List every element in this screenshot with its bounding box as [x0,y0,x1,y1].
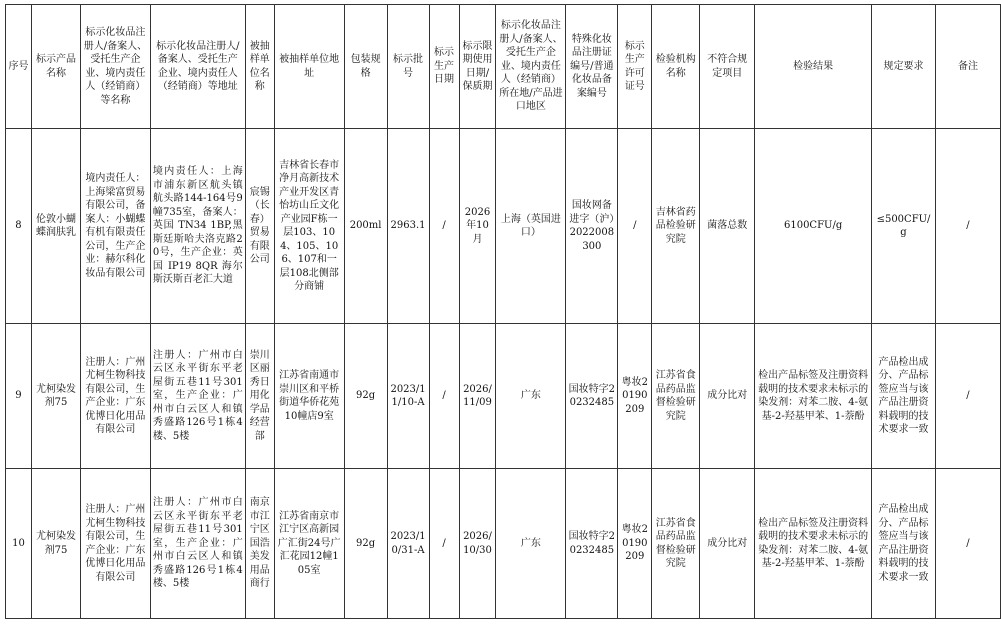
col-header-failed-item: 不符合规定项目 [700,5,755,129]
cell-region: 广东 [496,324,566,469]
cell-remark: / [935,469,1000,619]
cell-company: 注册人：广州尤柯生物科技有限公司，生产企业：广东优博日化用品有限公司 [80,324,150,469]
cell-product: 尤柯染发剂75 [31,324,80,469]
cell-production-date: / [429,469,459,619]
col-header-license-no: 标示生产许可证号 [618,5,652,129]
cell-sampled-unit: 南京市江宁区国浩美发用品商行 [245,469,274,619]
cell-expiry: 2026/11/09 [459,324,496,469]
cell-result: 6100CFU/g [755,129,872,324]
cell-address: 注册人：广州市白云区永平街东平老屋街五巷11号301室，生产企业：广州市白云区人和镇秀盛路126号1栋4楼、5楼 [150,469,245,619]
cell-region: 广东 [496,469,566,619]
col-header-batch: 标示批号 [387,5,429,129]
table-row [6,324,1001,469]
col-header-lab: 检验机构名称 [652,5,700,129]
cell-result: 检出产品标签及注册资料载明的技术要求未标示的染发剂：对苯二胺、4-氨基-2-羟基甲苯、1-萘酚 [755,324,872,469]
cell-package: 200ml [344,129,387,324]
cell-sampled-unit: 宸锡（长春）贸易有限公司 [245,129,274,324]
cell-address: 注册人：广州市白云区永平街东平老屋街五巷11号301室，生产企业：广州市白云区人和镇秀盛路126号1栋4楼、5楼 [150,324,245,469]
cell-lab: 吉林省药品检验研究院 [652,129,700,324]
cell-production-date: / [429,324,459,469]
cell-address: 境内责任人：上海市浦东新区航头镇航头路144-164号9幢735室，备案人：英国 TN34 1BP,黑斯廷斯哈夫洛克路20号，生产企业：英国 IP19 8QR 海尔斯沃斯百老汇大道 [150,129,245,324]
cell-no: 9 [6,324,32,469]
cell-sampled-unit: 崇川区丽秀日用化学品经营部 [245,324,274,469]
cell-expiry: 2026年10月 [459,129,496,324]
table-row [6,129,1001,324]
cell-remark: / [935,324,1000,469]
cell-registration-no: 国妆网备进字（沪）2022008300 [566,129,618,324]
cell-production-date: / [429,129,459,324]
table-row [6,469,1001,619]
col-header-sampled-unit: 被抽样单位名称 [245,5,274,129]
cell-batch: 2963.1 [387,129,429,324]
cell-package: 92g [344,324,387,469]
cell-lab: 江苏省食品药品监督检验研究院 [652,469,700,619]
col-header-expiry: 标示限期使用日期/保质期 [459,5,496,129]
cell-lab: 江苏省食品药品监督检验研究院 [652,324,700,469]
col-header-company-names: 标示化妆品注册人/备案人、受托生产企业、境内责任人（经销商）等名称 [80,5,150,129]
col-header-product-name: 标示产品名称 [31,5,80,129]
cell-registration-no: 国妆特字20232485 [566,324,618,469]
cell-requirement: ≤500CFU/g [872,129,936,324]
col-header-region: 标示化妆品注册人/备案人、受托生产企业、境内责任人（经销商）所在地/产品进口地区 [496,5,566,129]
cell-license-no: 粤妆20190209 [618,469,652,619]
cell-sampled-address: 江苏省南京市江宁区高新园广汇街24号广汇花园12幢105室 [274,469,344,619]
cell-company: 境内责任人：上海梁富贸易有限公司，备案人：小蝴蝶有机有限责任公司，生产企业：赫尔科化妆品有限公司 [80,129,150,324]
cell-license-no: / [618,129,652,324]
header-row [6,5,1001,129]
cell-batch: 2023/10/31-A [387,469,429,619]
cell-no: 8 [6,129,32,324]
cell-company: 注册人：广州尤柯生物科技有限公司，生产企业：广东优博日化用品有限公司 [80,469,150,619]
cell-region: 上海（英国进口） [496,129,566,324]
cell-result: 检出产品标签及注册资料载明的技术要求未标示的染发剂：对苯二胺、4-氨基-2-羟基甲苯、1-萘酚 [755,469,872,619]
cell-product: 尤柯染发剂75 [31,469,80,619]
cell-failed-item: 菌落总数 [700,129,755,324]
col-header-package: 包装规格 [344,5,387,129]
cell-package: 92g [344,469,387,619]
col-header-registration-no: 特殊化妆品注册证编号/普通化妆品备案编号 [566,5,618,129]
cell-sampled-address: 江苏省南通市崇川区和平桥街道华侨花苑10幢店9室 [274,324,344,469]
cell-sampled-address: 吉林省长春市净月高新技术产业开发区青怡坊山丘文化产业园F栋一层103、104、105、106、107和一层108北侧部分商铺 [274,129,344,324]
cell-requirement: 产品检出成分、产品标签应当与该产品注册资料载明的技术要求一致 [872,469,936,619]
cell-registration-no: 国妆特字20232485 [566,469,618,619]
cell-no: 10 [6,469,32,619]
cell-failed-item: 成分比对 [700,469,755,619]
cell-expiry: 2026/10/30 [459,469,496,619]
cell-failed-item: 成分比对 [700,324,755,469]
cell-license-no: 粤妆20190209 [618,324,652,469]
cell-requirement: 产品检出成分、产品标签应当与该产品注册资料载明的技术要求一致 [872,324,936,469]
col-header-company-addresses: 标示化妆品注册人/备案人、受托生产企业、境内责任人（经销商）等地址 [150,5,245,129]
col-header-result: 检验结果 [755,5,872,129]
cell-remark: / [935,129,1000,324]
cell-product: 伦敦小蝴蝶润肤乳 [31,129,80,324]
inspection-results-table [5,4,1001,619]
col-header-no: 序号 [6,5,32,129]
col-header-remark: 备注 [935,5,1000,129]
col-header-production-date: 标示生产日期 [429,5,459,129]
col-header-requirement: 规定要求 [872,5,936,129]
cell-batch: 2023/11/10-A [387,324,429,469]
col-header-sampled-address: 被抽样单位地址 [274,5,344,129]
